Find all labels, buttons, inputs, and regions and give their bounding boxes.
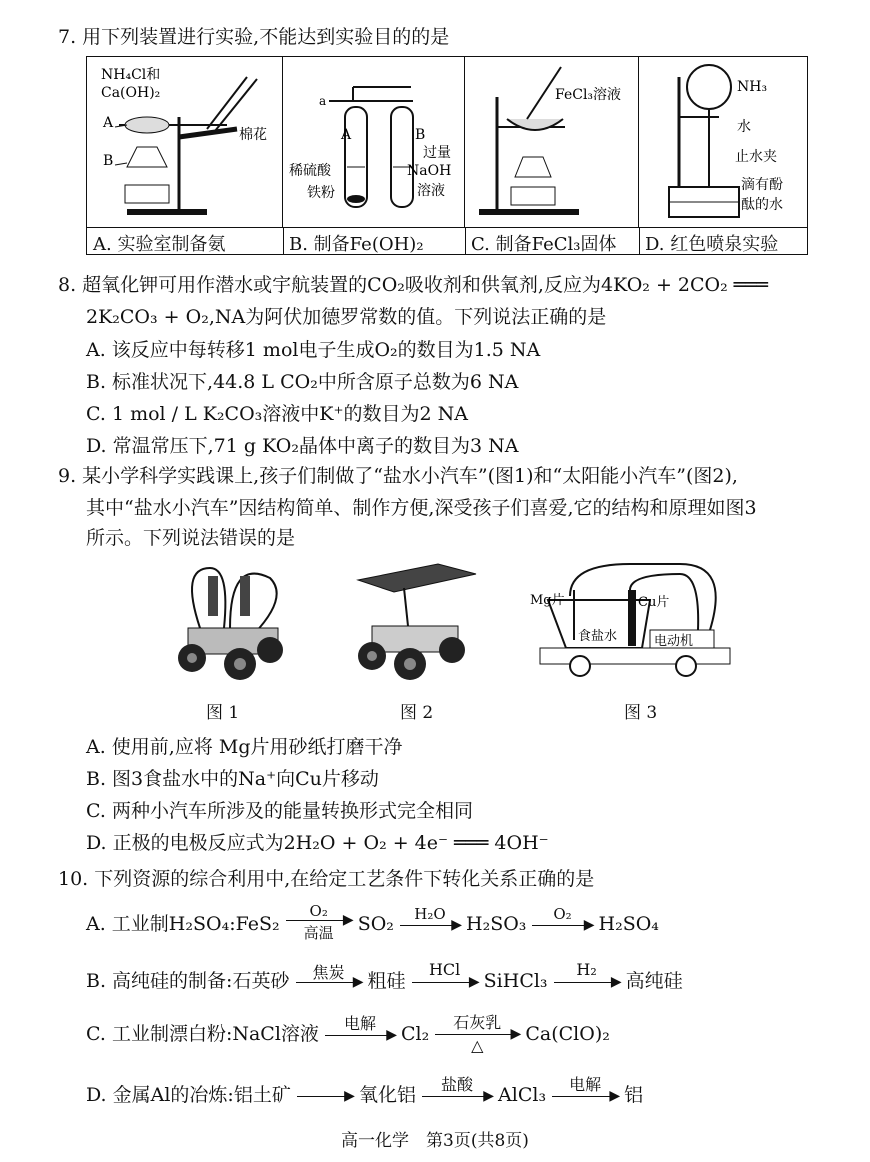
q10a-arrow3: O₂ ▶ [532, 915, 592, 935]
q10-option-d [86, 1075, 644, 1107]
q10-option-b [86, 960, 683, 993]
q8-option-a: A. 该反应中每转移1 mol电子生成O₂的数目为1.5 NA [86, 339, 541, 361]
fig3-cu-label: Cu片 [638, 595, 670, 610]
q10d-prefix: D. 金属Al的冶炼:铝土矿 [86, 1084, 291, 1106]
apparatus-d-illustration [639, 57, 805, 227]
q10b-arrow1: 焦炭 ▶ [296, 972, 362, 992]
arrow-line [286, 920, 352, 921]
q7c-solution: FeCl₃溶液 [555, 87, 622, 103]
q7-cell-c [465, 57, 639, 227]
q7d-water: 水 [737, 119, 751, 135]
q10d-product3: 铝 [624, 1084, 644, 1106]
q7b-excess: 过量 [423, 145, 451, 161]
q10c-arrow2: 石灰乳 ▶ △ [435, 1018, 519, 1052]
q10c-arrow1: 电解 ▶ [325, 1025, 395, 1045]
saltwater-car-image [160, 558, 290, 688]
q10a-product1: SO₂ [357, 913, 394, 935]
q7d-clamp: 止水夹 [735, 149, 777, 165]
q10b-arrow3: H₂ ▶ [554, 972, 620, 992]
q10d-product1: 氧化铝 [358, 1084, 416, 1106]
q10d-arrow3: 电解 ▶ [552, 1086, 618, 1106]
q10-stem: 10. 下列资源的综合利用中,在给定工艺条件下转化关系正确的是 [58, 868, 595, 890]
q7a-reagent1: NH₄Cl和 [101, 67, 161, 83]
q7-caption-a: A. 实验室制备氨 [93, 234, 226, 255]
car-schematic-diagram [530, 560, 740, 680]
q7d-nh3: NH₃ [737, 79, 768, 95]
q10b-product2: SiHCl₃ [483, 970, 548, 992]
q9-stem-line3: 所示。下列说法错误的是 [86, 527, 296, 549]
q9-option-a: A. 使用前,应将 Mg片用砂纸打磨干净 [86, 736, 403, 758]
q7a-label-b: B [103, 153, 114, 169]
q10-option-a [86, 902, 659, 942]
apparatus-a-illustration [87, 57, 281, 227]
q7-caption-d: D. 红色喷泉实验 [645, 234, 779, 255]
q10a-arrow2: H₂O ▶ [400, 915, 460, 935]
q8-option-d: D. 常温常压下,71 g KO₂晶体中离子的数目为3 NA [86, 435, 519, 457]
q7b-solution: 溶液 [417, 183, 445, 199]
q10c-prefix: C. 工业制漂白粉:NaCl溶液 [86, 1023, 319, 1045]
q7b-iron: 铁粉 [307, 185, 335, 201]
q7a-reagent2: Ca(OH)₂ [101, 85, 161, 101]
q9-option-c: C. 两种小汽车所涉及的能量转换形式完全相同 [86, 800, 473, 822]
q10b-product1: 粗硅 [367, 970, 406, 992]
q7-cell-a [87, 57, 283, 227]
page-footer: 高一化学 第3页(共8页) [341, 1131, 529, 1151]
fig3-salt-label: 食盐水 [578, 629, 618, 644]
q10b-prefix: B. 高纯硅的制备:石英砂 [86, 970, 290, 992]
q7b-label-a-small: a [319, 94, 327, 108]
q8-option-b: B. 标准状况下,44.8 L CO₂中所含原子总数为6 NA [86, 371, 519, 393]
q10a-product2: H₂SO₃ [466, 913, 527, 935]
q10d-arrow1: ▶ [297, 1086, 353, 1106]
q7-stem: 7. 用下列装置进行实验,不能达到实验目的的是 [58, 26, 450, 48]
q7-caption-b: B. 制备Fe(OH)₂ [289, 234, 424, 255]
fig3-motor-label: 电动机 [654, 634, 694, 649]
q9-option-d: D. 正极的电极反应式为2H₂O + O₂ + 4e⁻ ═══ 4OH⁻ [86, 832, 549, 854]
q10-option-c [86, 1013, 610, 1055]
q7-cell-b [283, 57, 465, 227]
q10c-product2: Ca(ClO)₂ [525, 1023, 610, 1045]
q10d-arrow2: 盐酸 ▶ [422, 1086, 492, 1106]
q10c-product1: Cl₂ [401, 1023, 430, 1045]
q7-figure-table [86, 56, 808, 255]
q8-option-c: C. 1 mol / L K₂CO₃溶液中K⁺的数目为2 NA [86, 403, 468, 425]
q7-caption-row [87, 227, 807, 255]
divider [639, 227, 640, 254]
divider [465, 227, 466, 254]
q7-cell-d [639, 57, 807, 227]
q7-caption-c: C. 制备FeCl₃固体 [471, 234, 617, 255]
fig2-caption: 图 2 [400, 703, 434, 723]
q9-option-b: B. 图3食盐水中的Na⁺向Cu片移动 [86, 768, 379, 790]
fig3-mg-label: Mg片 [530, 593, 565, 608]
q9-stem-line1: 9. 某小学科学实践课上,孩子们制做了“盐水小汽车”(图1)和“太阳能小汽车”(图2), [58, 465, 738, 487]
q10a-arrow1: O₂ ▶ 高温 [286, 908, 352, 942]
q7a-cotton: 棉花 [239, 127, 267, 143]
q10b-product3: 高纯硅 [625, 970, 683, 992]
q10a-product3: H₂SO₄ [598, 913, 659, 935]
q7b-acid: 稀硫酸 [289, 163, 331, 179]
q10d-product2: AlCl₃ [498, 1084, 547, 1106]
q7b-tube-a: A [341, 127, 352, 143]
q7b-tube-b: B [415, 127, 426, 143]
solar-car-image [348, 560, 478, 690]
apparatus-b-illustration [283, 57, 463, 227]
q10b-arrow2: HCl ▶ [412, 972, 478, 992]
fig1-caption: 图 1 [206, 703, 240, 723]
q7d-phenol2: 酞的水 [741, 197, 783, 213]
q9-stem-line2: 其中“盐水小汽车”因结构简单、制作方便,深受孩子们喜爱,它的结构和原理如图3 [86, 497, 757, 519]
q7a-label-a: A [103, 115, 114, 131]
apparatus-c-illustration [465, 57, 637, 227]
q8-stem-line2: 2K₂CO₃ + O₂,NA为阿伏加德罗常数的值。下列说法正确的是 [86, 306, 607, 328]
q7d-phenol1: 滴有酚 [741, 177, 783, 193]
q10a-prefix: A. 工业制H₂SO₄:FeS₂ [86, 913, 280, 935]
q8-stem-line1: 8. 超氧化钾可用作潜水或宇航装置的CO₂吸收剂和供氧剂,反应为4KO₂ + 2CO₂ ═══ [58, 274, 769, 296]
fig3-caption: 图 3 [624, 703, 658, 723]
divider [283, 227, 284, 254]
q7b-naoh: NaOH [407, 163, 452, 179]
